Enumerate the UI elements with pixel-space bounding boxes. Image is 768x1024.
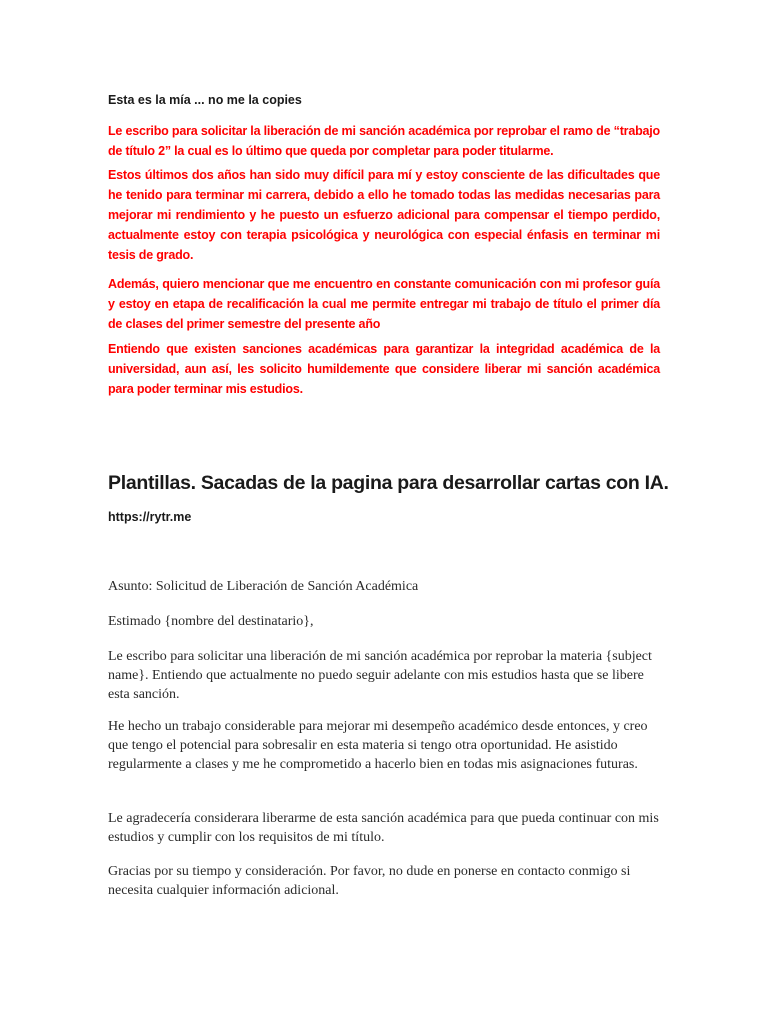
template-paragraph-3: Le agradecería considerara liberarme de esta sanción académica para que pueda continuar con mis estudios y cumplir con los requisitos de mi título. <box>108 811 659 845</box>
template-subject: Asunto: Solicitud de Liberación de Sanción Académica <box>108 579 419 594</box>
template-paragraph-2: He hecho un trabajo considerable para mejorar mi desempeño académico desde entonces, y creo que tengo el potencial para sobresalir en esta materia si tengo otra oportunidad. He asistido regularmente a clases y me he comprometido a hacerlo bien en todas mis asignaciones futuras. <box>108 719 648 772</box>
intro-note: Esta es la mía ... no me la copies <box>108 93 302 107</box>
letter-paragraph-3: Además, quiero mencionar que me encuentro en constante comunicación con mi profesor guía y estoy en etapa de recalificación la cual me permite entregar mi trabajo de título el primer día de clases del primer semestre del presente año <box>108 277 660 331</box>
template-greeting: Estimado {nombre del destinatario}, <box>108 614 314 629</box>
template-paragraph-4: Gracias por su tiempo y consideración. Por favor, no dude en ponerse en contacto conmigo si necesita cualquier información adicional. <box>108 864 631 898</box>
templates-heading: Plantillas. Sacadas de la pagina para desarrollar cartas con IA. <box>108 472 669 494</box>
template-paragraph-1: Le escribo para solicitar una liberación de mi sanción académica por reprobar la materia {subject name}. Entiendo que actualmente no puedo seguir adelante con mis estudios hasta que se libere esta sanción. <box>108 649 652 702</box>
letter-paragraph-2: Estos últimos dos años han sido muy difícil para mí y estoy consciente de las dificultades que he tenido para terminar mi carrera, debido a ello he tomado todas las medidas necesarias para mejorar mi rendimiento y he puesto un esfuerzo adicional para compensar el tiempo perdido, actualmente estoy con terapia psicológica y neurológica con especial énfasis en terminar mi tesis de grado. <box>108 168 660 262</box>
letter-paragraph-1: Le escribo para solicitar la liberación de mi sanción académica por reprobar el ramo de “trabajo de título 2” la cual es lo último que queda por completar para poder titularme. <box>108 124 660 158</box>
letter-paragraph-4: Entiendo que existen sanciones académicas para garantizar la integridad académica de la universidad, aun así, les solicito humildemente que considere liberar mi sanción académica para poder terminar mis estudios. <box>108 342 660 396</box>
source-link[interactable]: https://rytr.me <box>108 510 192 524</box>
